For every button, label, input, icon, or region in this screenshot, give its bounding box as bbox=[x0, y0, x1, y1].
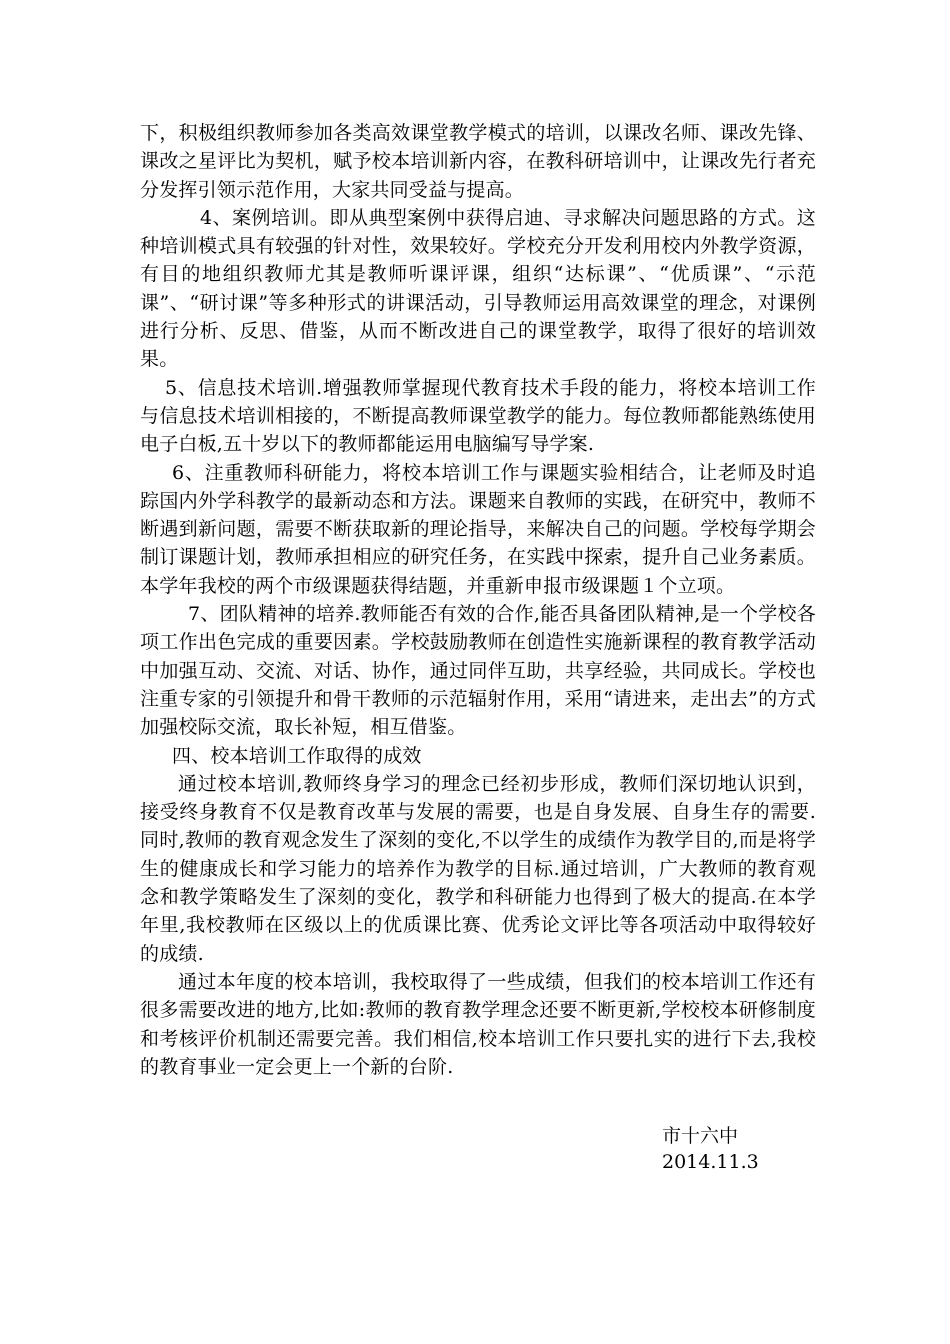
paragraph-training-continuation: 下，积极组织教师参加各类高效课堂教学模式的培训，以课改名师、课改先锋、课改之星评比为契机，赋予校本培训新内容，在教科研培训中，让课改先行者充分发挥引领示范作用，大家共同受益与提高。 bbox=[140, 122, 816, 201]
paragraph-team-spirit: 7、团队精神的培养.教师能否有效的合作,能否具备团队精神,是一个学校各项工作出色完成的重要因素。学校鼓励教师在创造性实施新课程的教育教学活动中加强互动、交流、对话、协作，通过同伴互助，共享经验，共同成长。学校也注重专家的引领提升和骨干教师的示范辐射作用，采用“请进来，走出去”的方式加强校际交流，取长补短，相互借鉴。 bbox=[140, 603, 816, 739]
signature-school: 市十六中 bbox=[662, 1125, 739, 1147]
paragraph-research-ability: 6、注重教师科研能力，将校本培训工作与课题实验相结合，让老师及时追踪国内外学科教学的最新动态和方法。课题来自教师的实践，在研究中，教师不断遇到新问题，需要不断获取新的理论指导，来解决自己的问题。学校每学期会制订课题计划，教师承担相应的研究任务，在实践中探索，提升自己业务素质。本学年我校的两个市级课题获得结题，并重新申报市级课题１个立项。 bbox=[140, 461, 816, 597]
document-body bbox=[140, 119, 816, 1081]
paragraph-conclusion: 通过本年度的校本培训，我校取得了一些成绩，但我们的校本培训工作还有很多需要改进的地方,比如:教师的教育教学理念还要不断更新,学校校本研修制度和考核评价机制还需要完善。我们相信,校本培训工作只要扎实的进行下去,我校的教育事业一定会更上一个新的台阶. bbox=[140, 970, 816, 1078]
section-heading-results: 四、校本培训工作取得的成效 bbox=[172, 744, 422, 767]
paragraph-it-training: 5、信息技术培训.增强教师掌握现代教育技术手段的能力，将校本培训工作与信息技术培训相接的，不断提高教师课堂教学的能力。每位教师都能熟练使用电子白板,五十岁以下的教师都能运用电脑编写导学案. bbox=[140, 376, 816, 456]
paragraph-case-training: 4、案例培训。即从典型案例中获得启迪、寻求解决问题思路的方式。这种培训模式具有较强的针对性，效果较好。学校充分开发利用校内外教学资源，有目的地组织教师尤其是教师听课评课，组织“达标课”、“优质课”、“示范课”、“研讨课”等多种形式的讲课活动，引导教师运用高效课堂的理念，对课例进行分析、反思、借鉴，从而不断改进自己的课堂教学，取得了很好的培训效果。 bbox=[140, 206, 816, 371]
paragraph-results: 通过校本培训,教师终身学习的理念已经初步形成，教师们深切地认识到，接受终身教育不仅是教育改革与发展的需要，也是自身发展、自身生存的需要.同时,教师的教育观念发生了深刻的变化,不以学生的成绩作为教学目的,而是将学生的健康成长和学习能力的培养作为教学的目标.通过培训，广大教师的教育观念和教学策略发生了深刻的变化，教学和科研能力也得到了极大的提高.在本学年里,我校教师在区级以上的优质课比赛、优秀论文评比等各项活动中取得较好的成绩. bbox=[140, 772, 816, 965]
signature-block bbox=[662, 1123, 759, 1175]
signature-date: 2014.11.3 bbox=[662, 1151, 759, 1173]
